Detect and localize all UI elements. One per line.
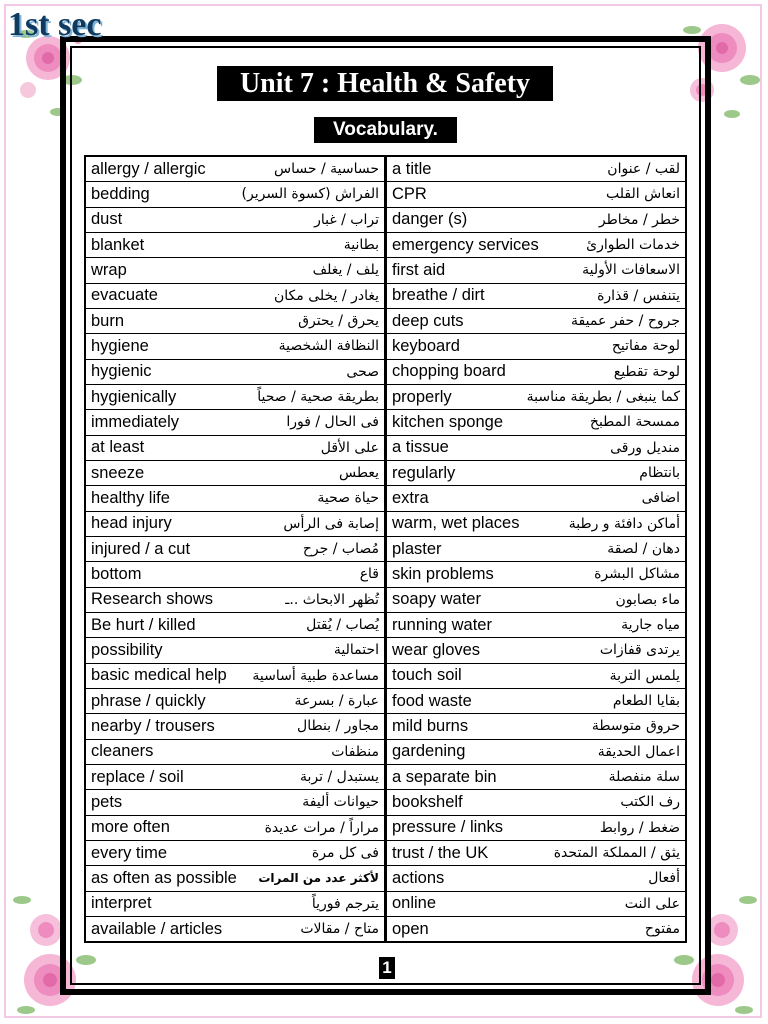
vocabulary-row: [86, 208, 384, 233]
english-term: available / articles: [91, 919, 223, 938]
arabic-translation: قاع: [359, 566, 379, 583]
vocabulary-row: [387, 892, 685, 917]
arabic-translation: يحرق / يحترق: [298, 313, 379, 330]
arabic-translation: يغادر / يخلى مكان: [274, 287, 379, 304]
english-term: at least: [91, 438, 145, 457]
vocabulary-row: [86, 562, 384, 587]
arabic-translation: حيوانات أليفة: [302, 794, 379, 811]
page-title: Unit 7 : Health & Safety: [217, 66, 553, 101]
arabic-translation: أماكن دافئة و رطبة: [568, 515, 680, 532]
arabic-translation: يرتدى قفازات: [599, 642, 680, 659]
vocabulary-row: [86, 740, 384, 765]
vocabulary-row: [86, 461, 384, 486]
arabic-translation: ماء بصابون: [615, 591, 680, 608]
arabic-translation: أفعال: [648, 870, 680, 887]
vocabulary-row: [387, 917, 685, 941]
english-term: phrase / quickly: [91, 691, 206, 710]
vocabulary-row: [387, 714, 685, 739]
english-term: bookshelf: [392, 792, 463, 811]
arabic-translation: على الأقل: [320, 439, 379, 456]
english-term: chopping board: [392, 362, 506, 381]
vocabulary-row: [86, 385, 384, 410]
vocabulary-row: [86, 866, 384, 891]
vocabulary-row: [86, 917, 384, 941]
english-term: immediately: [91, 412, 180, 431]
vocabulary-row: [86, 588, 384, 613]
english-term: emergency services: [392, 235, 539, 254]
vocabulary-row: [387, 588, 685, 613]
arabic-translation: مشاكل البشرة: [594, 566, 680, 583]
arabic-translation: على النت: [624, 895, 680, 912]
arabic-translation: الفراش (كسوة السرير): [241, 186, 379, 203]
page-number: 1: [379, 957, 395, 979]
english-term: deep cuts: [392, 311, 464, 330]
arabic-translation: إصابة فى الرأس: [283, 515, 379, 532]
arabic-translation: اعمال الحديقة: [597, 743, 680, 760]
vocabulary-row: [387, 284, 685, 309]
english-term: hygiene: [91, 336, 149, 355]
vocabulary-row: [387, 486, 685, 511]
vocabulary-row: [86, 714, 384, 739]
english-term: wrap: [91, 260, 127, 279]
english-term: sneeze: [91, 463, 145, 482]
arabic-translation: مفتوح: [644, 921, 680, 937]
english-term: healthy life: [91, 488, 170, 507]
arabic-translation: تراب / غبار: [314, 211, 379, 228]
arabic-translation: لقب / عنوان: [607, 161, 680, 178]
arabic-translation: مساعدة طبية أساسية: [252, 667, 379, 684]
vocabulary-row: [387, 537, 685, 562]
arabic-translation: خدمات الطوارئ: [586, 237, 680, 254]
vocabulary-row: [86, 613, 384, 638]
vocabulary-column-left: [86, 157, 387, 941]
arabic-translation: دهان / لصقة: [607, 541, 680, 558]
vocabulary-row: [387, 360, 685, 385]
vocabulary-row: [86, 790, 384, 815]
vocabulary-row: [387, 638, 685, 663]
arabic-translation: فى الحال / فورا: [286, 414, 379, 431]
english-term: properly: [392, 387, 452, 406]
english-term: online: [392, 894, 437, 913]
vocabulary-row: [86, 182, 384, 207]
arabic-translation: مراراً / مرات عديدة: [264, 819, 379, 836]
arabic-translation: متاح / مقالات: [300, 921, 379, 937]
vocabulary-row: [387, 613, 685, 638]
vocabulary-row: [387, 157, 685, 182]
vocabulary-row: [387, 689, 685, 714]
arabic-translation: لوحة تقطيع: [613, 363, 680, 380]
english-term: pressure / links: [392, 818, 503, 837]
vocabulary-row: [86, 537, 384, 562]
vocabulary-row: [86, 512, 384, 537]
vocabulary-row: [387, 385, 685, 410]
vocabulary-row: [86, 841, 384, 866]
arabic-translation: رف الكتب: [620, 794, 680, 811]
english-term: trust / the UK: [392, 843, 489, 862]
arabic-translation: عبارة / بسرعة: [294, 693, 379, 710]
vocabulary-row: [387, 740, 685, 765]
english-term: danger (s): [392, 210, 468, 229]
vocabulary-row: [387, 233, 685, 258]
vocabulary-row: [86, 233, 384, 258]
arabic-translation: النظافة الشخصية: [278, 338, 379, 355]
vocabulary-row: [86, 360, 384, 385]
arabic-translation: حياة صحية: [317, 490, 379, 507]
vocabulary-row: [387, 562, 685, 587]
arabic-translation: يلف / يغلف: [312, 262, 379, 279]
vocabulary-row: [86, 664, 384, 689]
vocabulary-row: [387, 208, 685, 233]
english-term: keyboard: [392, 336, 460, 355]
english-term: running water: [392, 615, 492, 634]
english-term: mild burns: [392, 716, 469, 735]
english-term: warm, wet places: [392, 514, 520, 533]
vocabulary-row: [387, 258, 685, 283]
english-term: blanket: [91, 235, 145, 254]
vocabulary-row: [387, 461, 685, 486]
english-term: bottom: [91, 564, 142, 583]
english-term: kitchen sponge: [392, 412, 503, 431]
english-term: every time: [91, 843, 168, 862]
arabic-translation: سلة منفصلة: [608, 769, 680, 786]
arabic-translation: لأكثر عدد من المرات: [258, 871, 379, 886]
english-term: evacuate: [91, 286, 158, 305]
english-term: regularly: [392, 463, 456, 482]
arabic-translation: يترجم فورياً: [311, 895, 379, 912]
vocabulary-row: [387, 790, 685, 815]
english-term: hygienically: [91, 387, 177, 406]
english-term: skin problems: [392, 564, 494, 583]
arabic-translation: صحى: [346, 363, 379, 380]
arabic-translation: حروق متوسطة: [591, 718, 680, 735]
english-term: wear gloves: [392, 640, 481, 659]
english-term: allergy / allergic: [91, 159, 206, 178]
arabic-translation: اضافى: [641, 490, 680, 507]
vocabulary-row: [86, 765, 384, 790]
english-term: open: [392, 919, 429, 938]
vocabulary-row: [387, 334, 685, 359]
english-term: gardening: [392, 742, 466, 761]
english-term: dust: [91, 210, 123, 229]
arabic-translation: الاسعافات الأولية: [582, 262, 680, 279]
arabic-translation: يُصاب / يُقتل: [306, 617, 379, 634]
arabic-translation: كما ينبغى / بطريقة مناسبة: [526, 389, 680, 406]
arabic-translation: حساسية / حساس: [274, 161, 379, 178]
english-term: first aid: [392, 260, 446, 279]
vocabulary-row: [387, 841, 685, 866]
vocabulary-row: [86, 436, 384, 461]
english-term: a title: [392, 159, 432, 178]
arabic-translation: مياه جارية: [621, 617, 680, 634]
english-term: a tissue: [392, 438, 449, 457]
english-term: replace / soil: [91, 767, 184, 786]
english-term: extra: [392, 488, 429, 507]
vocabulary-row: [387, 866, 685, 891]
vocabulary-row: [86, 689, 384, 714]
vocabulary-row: [86, 892, 384, 917]
english-term: basic medical help: [91, 666, 227, 685]
section-subtitle: Vocabulary.: [314, 117, 457, 143]
vocabulary-row: [86, 157, 384, 182]
arabic-translation: خطر / مخاطر: [598, 211, 680, 228]
english-term: CPR: [392, 184, 427, 203]
arabic-translation: يعطس: [339, 465, 379, 482]
vocabulary-row: [387, 410, 685, 435]
english-term: nearby / trousers: [91, 716, 215, 735]
arabic-translation: يستبدل / تربة: [300, 769, 379, 786]
vocabulary-row: [86, 258, 384, 283]
vocabulary-column-right: [387, 157, 685, 941]
arabic-translation: ضغط / روابط: [599, 819, 680, 836]
arabic-translation: مُصاب / جرح: [302, 541, 379, 558]
arabic-translation: تُظهر الابحاث ..ـ: [285, 591, 379, 608]
arabic-translation: ممسحة المطبخ: [589, 414, 680, 431]
arabic-translation: يلمس التربة: [609, 667, 680, 684]
english-term: head injury: [91, 514, 172, 533]
english-term: Research shows: [91, 590, 213, 609]
english-term: hygienic: [91, 362, 152, 381]
vocabulary-row: [387, 436, 685, 461]
arabic-translation: يتنفس / قذارة: [597, 287, 680, 304]
vocabulary-row: [86, 816, 384, 841]
vocabulary-row: [86, 486, 384, 511]
english-term: soapy water: [392, 590, 481, 609]
vocabulary-row: [86, 284, 384, 309]
english-term: a separate bin: [392, 767, 497, 786]
english-term: touch soil: [392, 666, 462, 685]
vocabulary-row: [387, 816, 685, 841]
arabic-translation: انعاش القلب: [606, 186, 680, 203]
arabic-translation: يثق / المملكة المتحدة: [553, 845, 680, 862]
english-term: as often as possible: [91, 868, 237, 887]
arabic-translation: بطريقة صحية / صحياً: [257, 389, 379, 406]
english-term: pets: [91, 792, 123, 811]
vocabulary-row: [86, 638, 384, 663]
arabic-translation: منديل ورقى: [610, 439, 680, 456]
arabic-translation: احتمالية: [333, 642, 379, 659]
english-term: bedding: [91, 184, 150, 203]
english-term: Be hurt / killed: [91, 615, 196, 634]
vocabulary-row: [387, 512, 685, 537]
english-term: cleaners: [91, 742, 154, 761]
arabic-translation: بقايا الطعام: [612, 693, 680, 710]
english-term: actions: [392, 868, 445, 887]
grade-label: 1st sec: [8, 6, 102, 43]
vocabulary-row: [86, 334, 384, 359]
english-term: injured / a cut: [91, 539, 191, 558]
vocabulary-row: [387, 309, 685, 334]
vocabulary-row: [387, 765, 685, 790]
arabic-translation: منظفات: [331, 743, 379, 760]
english-term: food waste: [392, 691, 472, 710]
vocabulary-table: [84, 155, 687, 943]
vocabulary-row: [387, 182, 685, 207]
vocabulary-row: [86, 410, 384, 435]
arabic-translation: جروح / حفر عميقة: [571, 313, 680, 330]
arabic-translation: بانتظام: [639, 465, 680, 482]
english-term: more often: [91, 818, 170, 837]
vocabulary-row: [387, 664, 685, 689]
arabic-translation: لوحة مفاتيح: [611, 338, 680, 355]
arabic-translation: بطانية: [343, 237, 379, 254]
english-term: breathe / dirt: [392, 286, 485, 305]
arabic-translation: فى كل مرة: [311, 845, 379, 862]
english-term: interpret: [91, 894, 152, 913]
english-term: possibility: [91, 640, 163, 659]
vocabulary-row: [86, 309, 384, 334]
english-term: plaster: [392, 539, 442, 558]
english-term: burn: [91, 311, 125, 330]
arabic-translation: مجاور / بنطال: [297, 718, 379, 735]
